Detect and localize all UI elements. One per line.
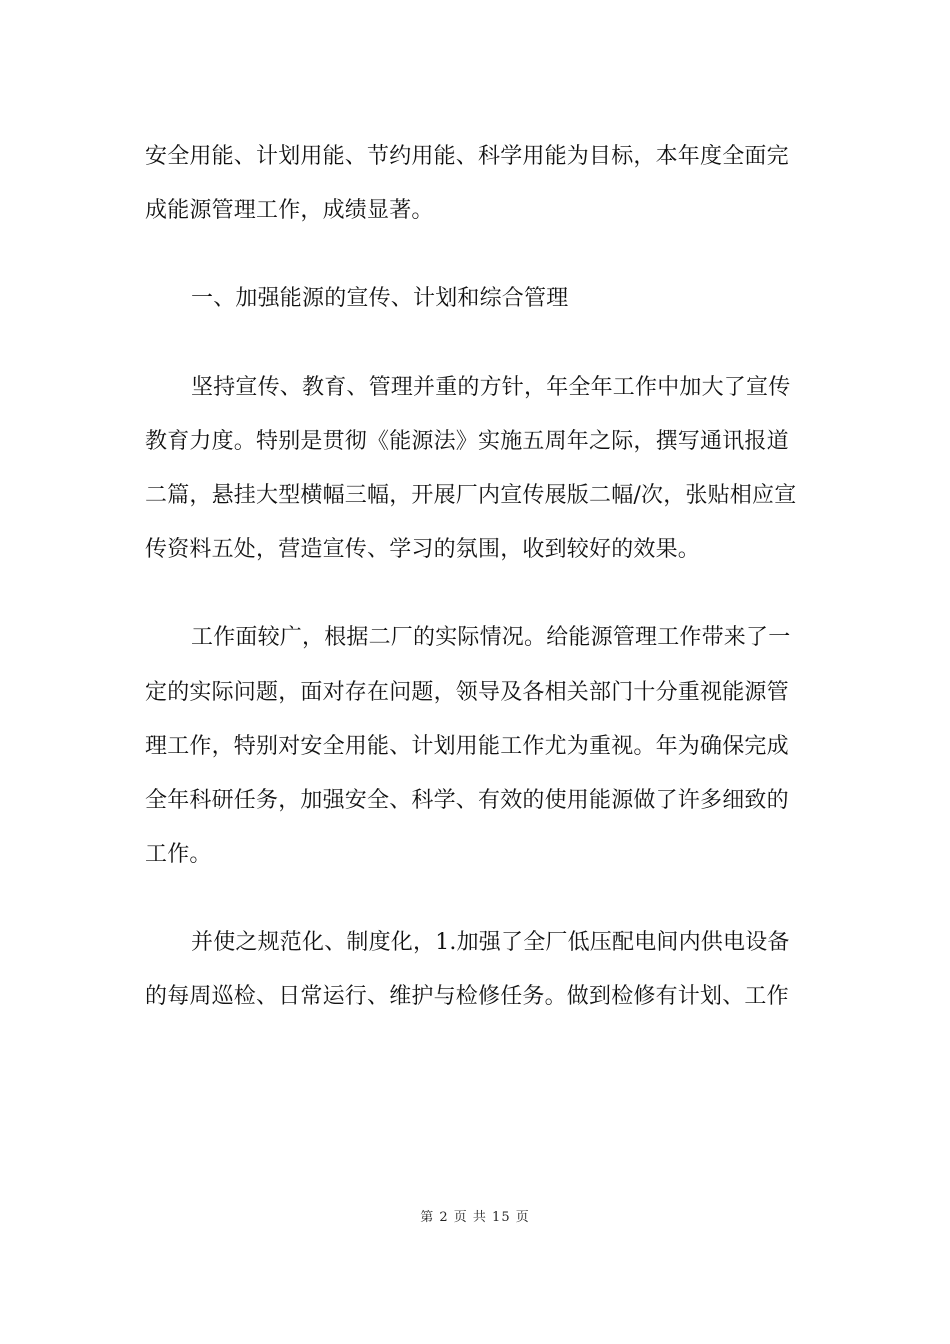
paragraph: [145, 611, 810, 882]
heading-line: 一、加强能源的宣传、计划和综合管理: [191, 286, 569, 312]
text-line: 并使之规范化、制度化，1.加强了全厂低压配电间内供电设备: [191, 930, 790, 956]
paragraph: [145, 130, 810, 238]
text-line: 理工作，特别对安全用能、计划用能工作尤为重视。年为确保完成: [145, 733, 789, 759]
body-text: [145, 130, 810, 1025]
text-line: 全年科研任务，加强安全、科学、有效的使用能源做了许多细致的: [145, 787, 789, 813]
text-line: 二篇，悬挂大型横幅三幅，开展厂内宣传展版二幅/次，张贴相应宣: [145, 482, 797, 508]
text-line: 工作。: [145, 842, 212, 868]
text-line: 定的实际问题，面对存在问题，领导及各相关部门十分重视能源管: [145, 679, 789, 705]
text-line: 安全用能、计划用能、节约用能、科学用能为目标，本年度全面完: [145, 144, 789, 169]
text-line: 工作面较广，根据二厂的实际情况。给能源管理工作带来了一: [191, 625, 791, 651]
text-line: 传资料五处，营造宣传、学习的氛围，收到较好的效果。: [145, 537, 701, 563]
section-heading: [145, 272, 810, 326]
paragraph: [145, 361, 810, 578]
text-line: 成能源管理工作，成绩显著。: [145, 198, 434, 224]
page-footer: [0, 1206, 950, 1225]
paragraph: [145, 916, 810, 1024]
page-number-label: 第 2 页 共 15 页: [420, 1210, 530, 1225]
text-line: 坚持宣传、教育、管理并重的方针，年全年工作中加大了宣传: [191, 374, 791, 400]
text-line: 教育力度。特别是贯彻《能源法》实施五周年之际，撰写通讯报道: [145, 428, 789, 454]
text-line: 的每周巡检、日常运行、维护与检修任务。做到检修有计划、工作: [145, 984, 789, 1010]
